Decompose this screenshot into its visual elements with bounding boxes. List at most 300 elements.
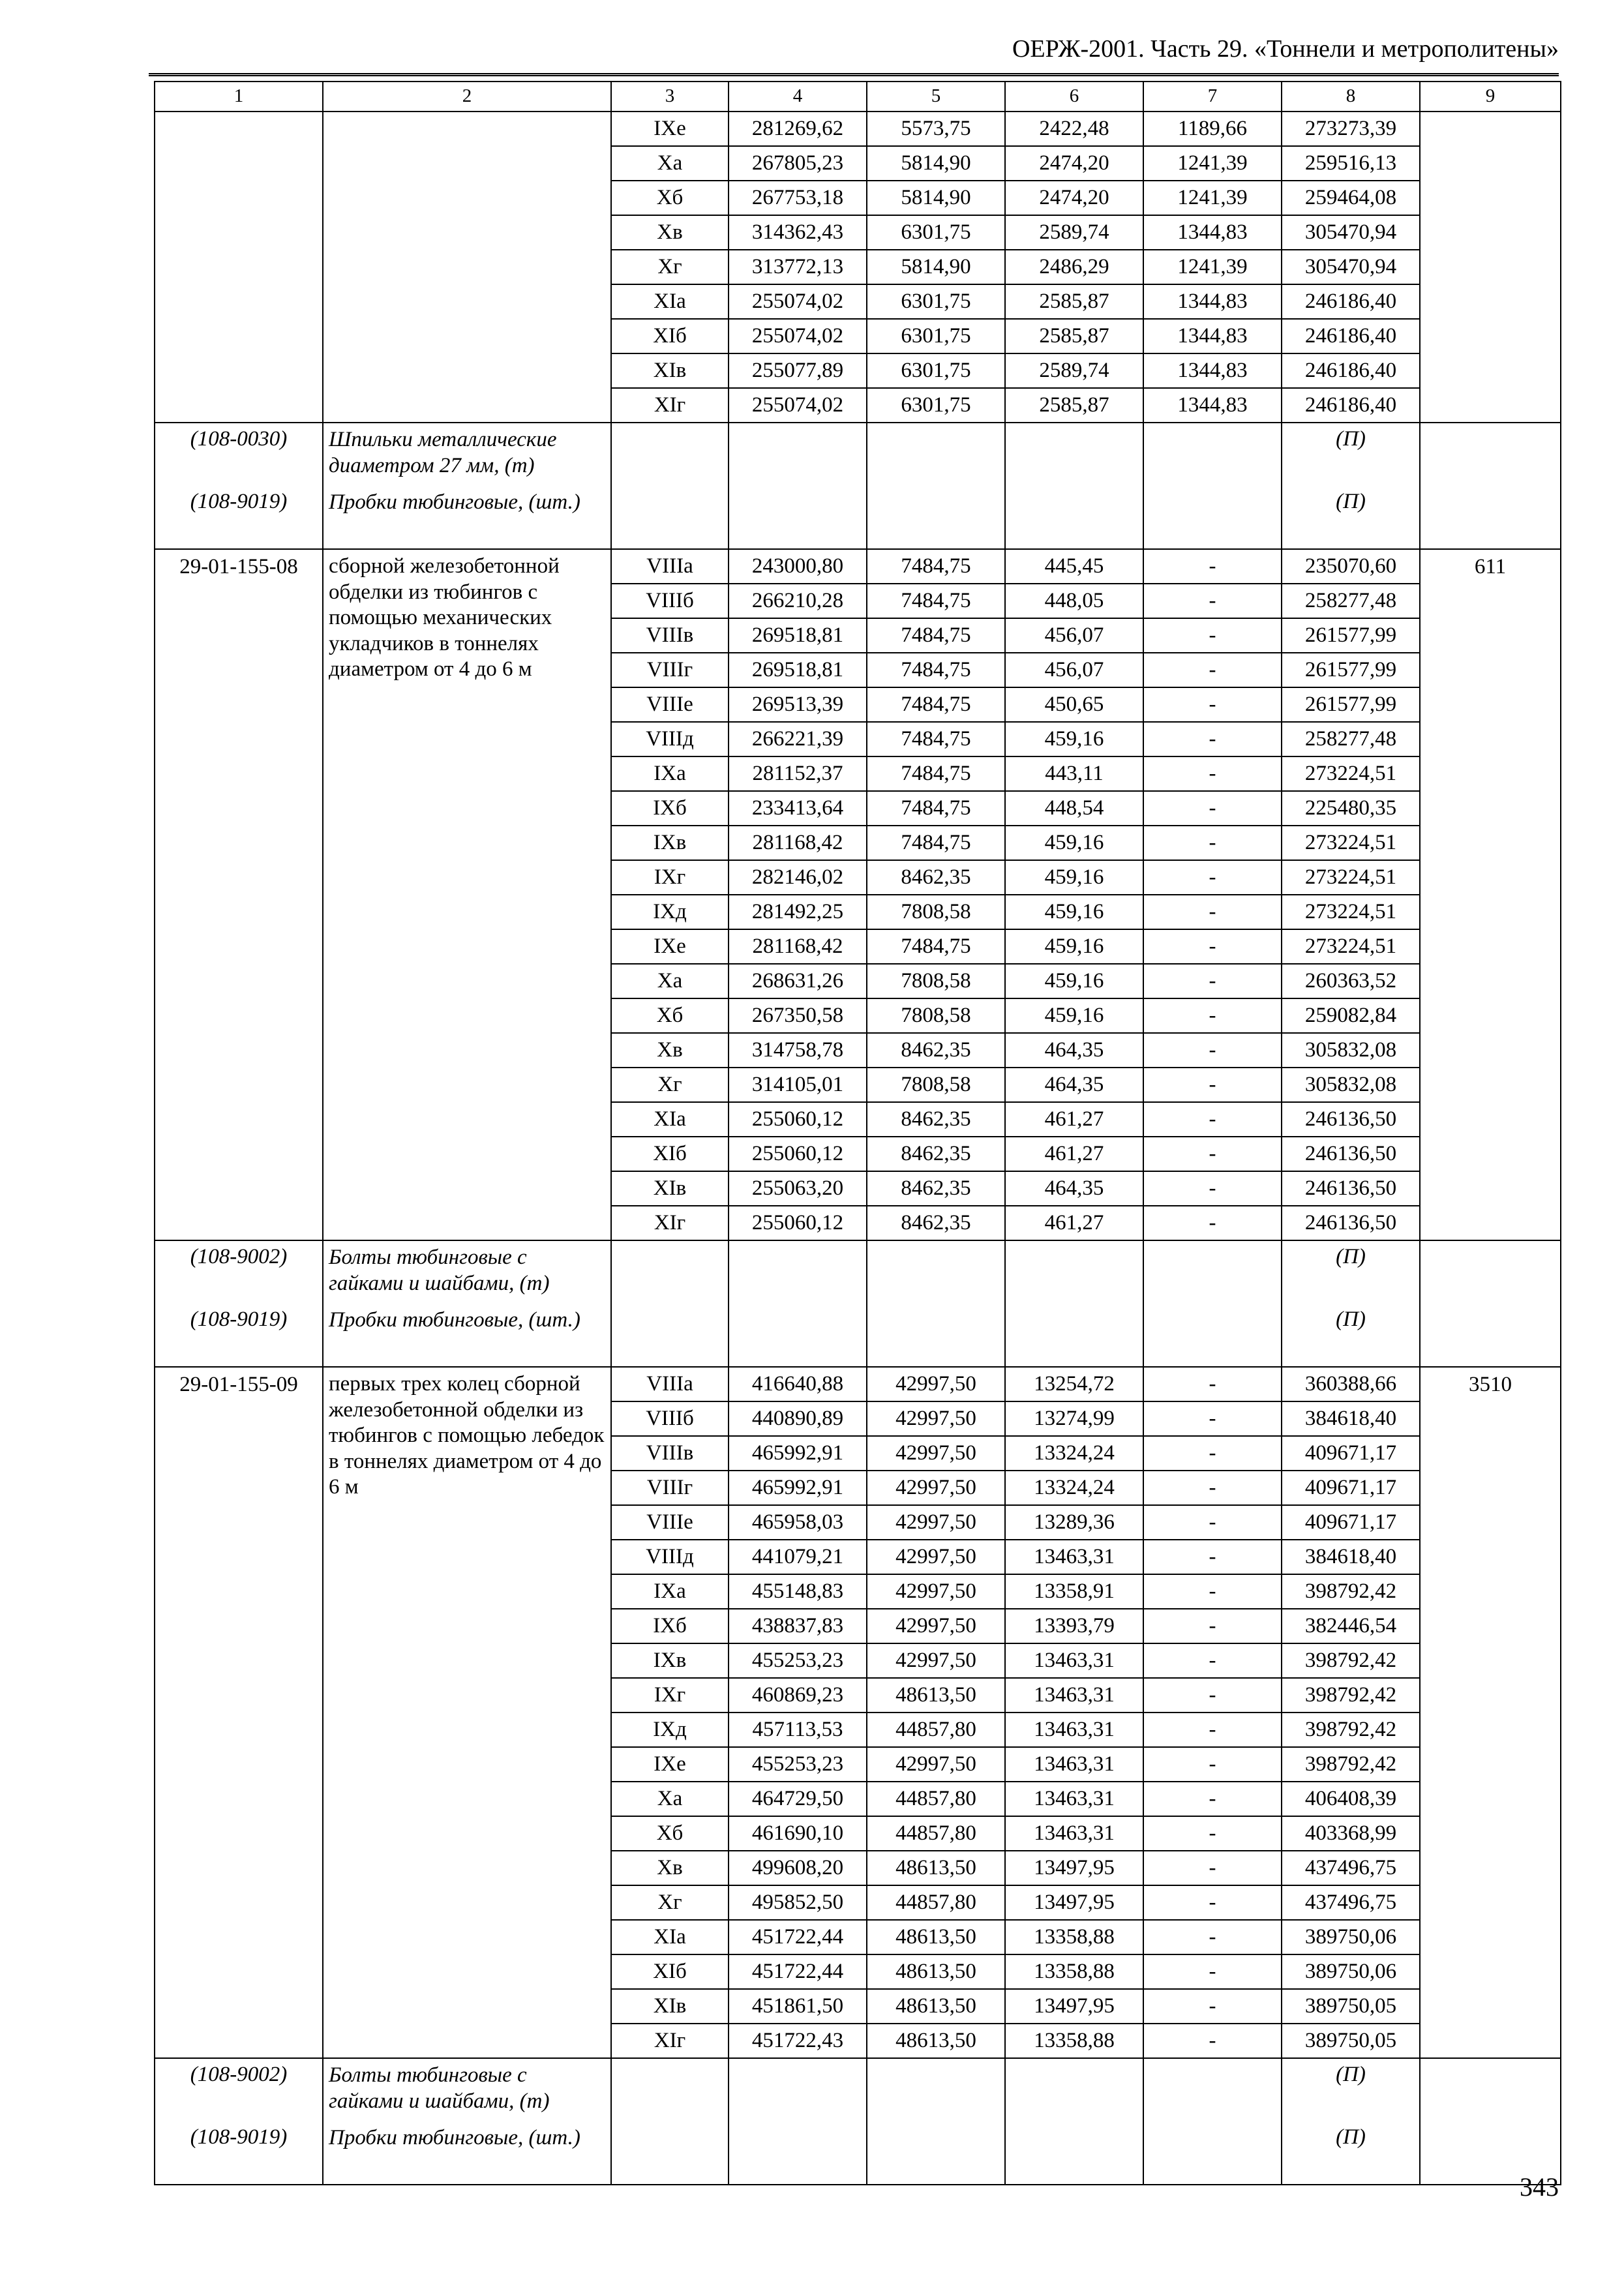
- wages-cell: 42997,50: [867, 1574, 1005, 1609]
- total-cost-cell: 255060,12: [729, 1137, 867, 1171]
- materials-cell: 259082,84: [1282, 998, 1420, 1033]
- zone-cell: IXб: [611, 1609, 729, 1643]
- wages-cell: 5573,75: [867, 112, 1005, 146]
- wages-cell: 7808,58: [867, 1068, 1005, 1102]
- zone-cell: XIб: [611, 319, 729, 353]
- machinist-wages-cell: -: [1143, 1068, 1282, 1102]
- materials-cell: 259464,08: [1282, 181, 1420, 215]
- machinist-wages-cell: -: [1143, 826, 1282, 860]
- machinist-wages-cell: -: [1143, 1851, 1282, 1885]
- machinist-wages-cell: -: [1143, 1885, 1282, 1920]
- total-cost-cell: 313772,13: [729, 250, 867, 284]
- zone-cell: IXв: [611, 826, 729, 860]
- resource-row: [155, 2121, 1561, 2185]
- materials-cell: 261577,99: [1282, 653, 1420, 687]
- wages-cell: 8462,35: [867, 1206, 1005, 1240]
- total-cost-cell: 460869,23: [729, 1678, 867, 1713]
- machinist-wages-cell: -: [1143, 1033, 1282, 1068]
- wages-cell: 42997,50: [867, 1505, 1005, 1540]
- labor-cost-cell: 3510: [1420, 1367, 1561, 2058]
- materials-cell: 261577,99: [1282, 618, 1420, 653]
- machinist-wages-cell: 1189,66: [1143, 112, 1282, 146]
- resource-value: (П): [1282, 2121, 1420, 2185]
- machine-cost-cell: 2585,87: [1005, 388, 1143, 423]
- resource-name: Пробки тюбинговые, (шт.): [323, 486, 611, 549]
- zone-cell: IXа: [611, 1574, 729, 1609]
- wages-cell: 6301,75: [867, 215, 1005, 250]
- machinist-wages-cell: -: [1143, 1436, 1282, 1471]
- wages-cell: 42997,50: [867, 1540, 1005, 1574]
- total-cost-cell: 451861,50: [729, 1989, 867, 2024]
- wages-cell: 42997,50: [867, 1436, 1005, 1471]
- wages-cell: 5814,90: [867, 250, 1005, 284]
- total-cost-cell: 255060,12: [729, 1206, 867, 1240]
- total-cost-cell: 314758,78: [729, 1033, 867, 1068]
- resource-code: (108-9019): [155, 486, 323, 549]
- machine-cost-cell: 456,07: [1005, 618, 1143, 653]
- materials-cell: 389750,06: [1282, 1920, 1420, 1954]
- column-number: 8: [1282, 82, 1420, 112]
- empty-cell: [1005, 1240, 1143, 1304]
- wages-cell: 7484,75: [867, 791, 1005, 826]
- materials-cell: 258277,48: [1282, 722, 1420, 756]
- resource-row: [155, 2058, 1561, 2121]
- materials-cell: 246186,40: [1282, 353, 1420, 388]
- empty-cell: [1420, 1240, 1561, 1304]
- wages-cell: 42997,50: [867, 1471, 1005, 1505]
- zone-cell: XIг: [611, 2024, 729, 2058]
- machinist-wages-cell: -: [1143, 1609, 1282, 1643]
- zone-cell: XIв: [611, 1989, 729, 2024]
- machine-cost-cell: 2585,87: [1005, 284, 1143, 319]
- zone-cell: Xв: [611, 1033, 729, 1068]
- wages-cell: 7484,75: [867, 618, 1005, 653]
- rate-code-cell: 29-01-155-09: [155, 1367, 323, 2058]
- empty-cell: [729, 2058, 867, 2121]
- wages-cell: 42997,50: [867, 1401, 1005, 1436]
- total-cost-cell: 461690,10: [729, 1816, 867, 1851]
- table-row: [155, 549, 1561, 584]
- machine-cost-cell: 464,35: [1005, 1033, 1143, 1068]
- machinist-wages-cell: -: [1143, 1102, 1282, 1137]
- rate-name-cell: сборной железобетонной обделки из тюбингов с помощью механических укладчиков в тоннелях диаметром от 4 до 6 м: [323, 549, 611, 1240]
- machinist-wages-cell: 1344,83: [1143, 353, 1282, 388]
- zone-cell: VIIIе: [611, 1505, 729, 1540]
- total-cost-cell: 255074,02: [729, 388, 867, 423]
- zone-cell: XIа: [611, 1920, 729, 1954]
- zone-cell: IXб: [611, 791, 729, 826]
- price-table: [154, 81, 1561, 2185]
- empty-cell: [1005, 486, 1143, 549]
- resource-row: [155, 1240, 1561, 1304]
- wages-cell: 7484,75: [867, 756, 1005, 791]
- rate-name-cell: [323, 112, 611, 423]
- machine-cost-cell: 13497,95: [1005, 1989, 1143, 2024]
- zone-cell: VIIIг: [611, 1471, 729, 1505]
- machinist-wages-cell: 1344,83: [1143, 215, 1282, 250]
- table-row: [155, 1367, 1561, 1401]
- wages-cell: 48613,50: [867, 2024, 1005, 2058]
- total-cost-cell: 282146,02: [729, 860, 867, 895]
- wages-cell: 44857,80: [867, 1782, 1005, 1816]
- total-cost-cell: 269513,39: [729, 687, 867, 722]
- wages-cell: 44857,80: [867, 1816, 1005, 1851]
- materials-cell: 409671,17: [1282, 1505, 1420, 1540]
- machine-cost-cell: 13324,24: [1005, 1471, 1143, 1505]
- wages-cell: 42997,50: [867, 1643, 1005, 1678]
- materials-cell: 384618,40: [1282, 1401, 1420, 1436]
- wages-cell: 48613,50: [867, 1954, 1005, 1989]
- zone-cell: IXе: [611, 929, 729, 964]
- wages-cell: 6301,75: [867, 388, 1005, 423]
- machine-cost-cell: 2474,20: [1005, 181, 1143, 215]
- resource-code: (108-9002): [155, 2058, 323, 2121]
- page-header: ОЕРЖ-2001. Часть 29. «Тоннели и метрополитены»: [1012, 35, 1559, 63]
- resource-code: (108-9002): [155, 1240, 323, 1304]
- total-cost-cell: 440890,89: [729, 1401, 867, 1436]
- empty-cell: [867, 1240, 1005, 1304]
- machine-cost-cell: 459,16: [1005, 826, 1143, 860]
- empty-cell: [1005, 2058, 1143, 2121]
- empty-cell: [867, 423, 1005, 486]
- empty-cell: [1143, 1304, 1282, 1367]
- wages-cell: 8462,35: [867, 1137, 1005, 1171]
- table-row: [155, 112, 1561, 146]
- total-cost-cell: 416640,88: [729, 1367, 867, 1401]
- machine-cost-cell: 13463,31: [1005, 1782, 1143, 1816]
- zone-cell: XIг: [611, 1206, 729, 1240]
- wages-cell: 48613,50: [867, 1851, 1005, 1885]
- materials-cell: 398792,42: [1282, 1713, 1420, 1747]
- zone-cell: Xб: [611, 1816, 729, 1851]
- materials-cell: 246186,40: [1282, 284, 1420, 319]
- total-cost-cell: 266210,28: [729, 584, 867, 618]
- wages-cell: 44857,80: [867, 1885, 1005, 1920]
- materials-cell: 389750,05: [1282, 1989, 1420, 2024]
- machine-cost-cell: 459,16: [1005, 964, 1143, 998]
- materials-cell: 261577,99: [1282, 687, 1420, 722]
- machinist-wages-cell: -: [1143, 722, 1282, 756]
- wages-cell: 5814,90: [867, 146, 1005, 181]
- total-cost-cell: 255074,02: [729, 319, 867, 353]
- zone-cell: Xб: [611, 998, 729, 1033]
- wages-cell: 7484,75: [867, 826, 1005, 860]
- machine-cost-cell: 13463,31: [1005, 1747, 1143, 1782]
- machine-cost-cell: 2589,74: [1005, 353, 1143, 388]
- materials-cell: 258277,48: [1282, 584, 1420, 618]
- machinist-wages-cell: -: [1143, 1713, 1282, 1747]
- resource-name: Пробки тюбинговые, (шт.): [323, 1304, 611, 1367]
- materials-cell: 246186,40: [1282, 319, 1420, 353]
- labor-cost-cell: [1420, 112, 1561, 423]
- zone-cell: XIа: [611, 1102, 729, 1137]
- machinist-wages-cell: -: [1143, 549, 1282, 584]
- wages-cell: 7484,75: [867, 584, 1005, 618]
- machine-cost-cell: 459,16: [1005, 895, 1143, 929]
- column-number: 2: [323, 82, 611, 112]
- zone-cell: VIIIа: [611, 1367, 729, 1401]
- machine-cost-cell: 13289,36: [1005, 1505, 1143, 1540]
- materials-cell: 273224,51: [1282, 826, 1420, 860]
- total-cost-cell: 465992,91: [729, 1471, 867, 1505]
- machinist-wages-cell: -: [1143, 1782, 1282, 1816]
- total-cost-cell: 268631,26: [729, 964, 867, 998]
- wages-cell: 42997,50: [867, 1747, 1005, 1782]
- wages-cell: 8462,35: [867, 1033, 1005, 1068]
- machinist-wages-cell: -: [1143, 860, 1282, 895]
- zone-cell: Xг: [611, 1885, 729, 1920]
- column-number-row: [155, 82, 1561, 112]
- empty-cell: [1143, 2121, 1282, 2185]
- total-cost-cell: 255074,02: [729, 284, 867, 319]
- materials-cell: 246136,50: [1282, 1137, 1420, 1171]
- empty-cell: [1420, 1304, 1561, 1367]
- total-cost-cell: 457113,53: [729, 1713, 867, 1747]
- machine-cost-cell: 13463,31: [1005, 1678, 1143, 1713]
- empty-cell: [1420, 2058, 1561, 2121]
- materials-cell: 437496,75: [1282, 1885, 1420, 1920]
- materials-cell: 273224,51: [1282, 756, 1420, 791]
- machine-cost-cell: 2486,29: [1005, 250, 1143, 284]
- materials-cell: 384618,40: [1282, 1540, 1420, 1574]
- materials-cell: 389750,06: [1282, 1954, 1420, 1989]
- total-cost-cell: 314105,01: [729, 1068, 867, 1102]
- total-cost-cell: 233413,64: [729, 791, 867, 826]
- materials-cell: 273224,51: [1282, 860, 1420, 895]
- empty-cell: [611, 423, 729, 486]
- empty-cell: [611, 1304, 729, 1367]
- machine-cost-cell: 448,05: [1005, 584, 1143, 618]
- zone-cell: XIг: [611, 388, 729, 423]
- machinist-wages-cell: -: [1143, 1816, 1282, 1851]
- empty-cell: [1005, 2121, 1143, 2185]
- machinist-wages-cell: 1344,83: [1143, 319, 1282, 353]
- column-number: 7: [1143, 82, 1282, 112]
- machinist-wages-cell: -: [1143, 1471, 1282, 1505]
- zone-cell: XIв: [611, 1171, 729, 1206]
- empty-cell: [867, 2121, 1005, 2185]
- zone-cell: IXв: [611, 1643, 729, 1678]
- machine-cost-cell: 459,16: [1005, 998, 1143, 1033]
- total-cost-cell: 243000,80: [729, 549, 867, 584]
- machine-cost-cell: 13463,31: [1005, 1816, 1143, 1851]
- resource-code: (108-0030): [155, 423, 323, 486]
- labor-cost-cell: 611: [1420, 549, 1561, 1240]
- total-cost-cell: 269518,81: [729, 618, 867, 653]
- materials-cell: 409671,17: [1282, 1436, 1420, 1471]
- machinist-wages-cell: -: [1143, 1401, 1282, 1436]
- total-cost-cell: 464729,50: [729, 1782, 867, 1816]
- empty-cell: [611, 2058, 729, 2121]
- materials-cell: 398792,42: [1282, 1643, 1420, 1678]
- materials-cell: 398792,42: [1282, 1678, 1420, 1713]
- total-cost-cell: 465958,03: [729, 1505, 867, 1540]
- machinist-wages-cell: -: [1143, 791, 1282, 826]
- materials-cell: 246136,50: [1282, 1102, 1420, 1137]
- materials-cell: 398792,42: [1282, 1747, 1420, 1782]
- machine-cost-cell: 13463,31: [1005, 1643, 1143, 1678]
- machine-cost-cell: 459,16: [1005, 929, 1143, 964]
- resource-name: Болты тюбинговые с гайками и шайбами, (т): [323, 1240, 611, 1304]
- zone-cell: IXг: [611, 1678, 729, 1713]
- materials-cell: 305832,08: [1282, 1068, 1420, 1102]
- wages-cell: 6301,75: [867, 284, 1005, 319]
- wages-cell: 48613,50: [867, 1989, 1005, 2024]
- header-rule: [149, 73, 1559, 76]
- zone-cell: IXе: [611, 1747, 729, 1782]
- empty-cell: [729, 1240, 867, 1304]
- materials-cell: 409671,17: [1282, 1471, 1420, 1505]
- zone-cell: VIIIб: [611, 584, 729, 618]
- resource-row: [155, 1304, 1561, 1367]
- machinist-wages-cell: 1241,39: [1143, 250, 1282, 284]
- wages-cell: 7808,58: [867, 964, 1005, 998]
- machine-cost-cell: 13463,31: [1005, 1540, 1143, 1574]
- resource-code: (108-9019): [155, 1304, 323, 1367]
- machinist-wages-cell: 1344,83: [1143, 284, 1282, 319]
- materials-cell: 273224,51: [1282, 929, 1420, 964]
- wages-cell: 8462,35: [867, 1171, 1005, 1206]
- materials-cell: 406408,39: [1282, 1782, 1420, 1816]
- wages-cell: 48613,50: [867, 1678, 1005, 1713]
- empty-cell: [729, 1304, 867, 1367]
- zone-cell: VIIIб: [611, 1401, 729, 1436]
- resource-name: Пробки тюбинговые, (шт.): [323, 2121, 611, 2185]
- wages-cell: 7808,58: [867, 895, 1005, 929]
- zone-cell: Xг: [611, 250, 729, 284]
- machine-cost-cell: 2585,87: [1005, 319, 1143, 353]
- materials-cell: 389750,05: [1282, 2024, 1420, 2058]
- materials-cell: 225480,35: [1282, 791, 1420, 826]
- machinist-wages-cell: -: [1143, 964, 1282, 998]
- machine-cost-cell: 13274,99: [1005, 1401, 1143, 1436]
- wages-cell: 42997,50: [867, 1609, 1005, 1643]
- machinist-wages-cell: -: [1143, 618, 1282, 653]
- resource-value: (П): [1282, 2058, 1420, 2121]
- materials-cell: 305470,94: [1282, 215, 1420, 250]
- machinist-wages-cell: -: [1143, 1367, 1282, 1401]
- materials-cell: 260363,52: [1282, 964, 1420, 998]
- machine-cost-cell: 13358,88: [1005, 1920, 1143, 1954]
- machine-cost-cell: 13324,24: [1005, 1436, 1143, 1471]
- rate-name-cell: первых трех колец сборной железобетонной обделки из тюбингов с помощью лебедок в тоннелях диаметром от 4 до 6 м: [323, 1367, 611, 2058]
- total-cost-cell: 267753,18: [729, 181, 867, 215]
- machine-cost-cell: 445,45: [1005, 549, 1143, 584]
- machinist-wages-cell: -: [1143, 895, 1282, 929]
- empty-cell: [611, 2121, 729, 2185]
- machinist-wages-cell: 1241,39: [1143, 146, 1282, 181]
- materials-cell: 273273,39: [1282, 112, 1420, 146]
- zone-cell: VIIIд: [611, 722, 729, 756]
- total-cost-cell: 438837,83: [729, 1609, 867, 1643]
- wages-cell: 7484,75: [867, 653, 1005, 687]
- resource-value: (П): [1282, 423, 1420, 486]
- machine-cost-cell: 461,27: [1005, 1137, 1143, 1171]
- total-cost-cell: 266221,39: [729, 722, 867, 756]
- machinist-wages-cell: -: [1143, 756, 1282, 791]
- machine-cost-cell: 448,54: [1005, 791, 1143, 826]
- empty-cell: [867, 2058, 1005, 2121]
- machine-cost-cell: 459,16: [1005, 860, 1143, 895]
- wages-cell: 7484,75: [867, 549, 1005, 584]
- total-cost-cell: 269518,81: [729, 653, 867, 687]
- empty-cell: [729, 486, 867, 549]
- materials-cell: 235070,60: [1282, 549, 1420, 584]
- resource-name: Болты тюбинговые с гайками и шайбами, (т): [323, 2058, 611, 2121]
- zone-cell: VIIIе: [611, 687, 729, 722]
- total-cost-cell: 441079,21: [729, 1540, 867, 1574]
- total-cost-cell: 267805,23: [729, 146, 867, 181]
- machine-cost-cell: 461,27: [1005, 1206, 1143, 1240]
- wages-cell: 7484,75: [867, 929, 1005, 964]
- machine-cost-cell: 13358,88: [1005, 1954, 1143, 1989]
- rate-code-cell: [155, 112, 323, 423]
- machinist-wages-cell: -: [1143, 687, 1282, 722]
- wages-cell: 48613,50: [867, 1920, 1005, 1954]
- table-body: [155, 82, 1561, 2185]
- machine-cost-cell: 13497,95: [1005, 1851, 1143, 1885]
- wages-cell: 44857,80: [867, 1713, 1005, 1747]
- machine-cost-cell: 450,65: [1005, 687, 1143, 722]
- total-cost-cell: 455253,23: [729, 1643, 867, 1678]
- resource-value: (П): [1282, 486, 1420, 549]
- machinist-wages-cell: 1241,39: [1143, 181, 1282, 215]
- empty-cell: [867, 1304, 1005, 1367]
- zone-cell: VIIIв: [611, 618, 729, 653]
- total-cost-cell: 451722,44: [729, 1954, 867, 1989]
- total-cost-cell: 499608,20: [729, 1851, 867, 1885]
- wages-cell: 6301,75: [867, 319, 1005, 353]
- zone-cell: VIIIв: [611, 1436, 729, 1471]
- empty-cell: [611, 486, 729, 549]
- machine-cost-cell: 13463,31: [1005, 1713, 1143, 1747]
- total-cost-cell: 281152,37: [729, 756, 867, 791]
- resource-name: Шпильки металлические диаметром 27 мм, (т): [323, 423, 611, 486]
- machine-cost-cell: 13497,95: [1005, 1885, 1143, 1920]
- machine-cost-cell: 2422,48: [1005, 112, 1143, 146]
- machinist-wages-cell: -: [1143, 653, 1282, 687]
- zone-cell: VIIIг: [611, 653, 729, 687]
- machine-cost-cell: 2589,74: [1005, 215, 1143, 250]
- zone-cell: XIб: [611, 1954, 729, 1989]
- column-number: 6: [1005, 82, 1143, 112]
- empty-cell: [1005, 423, 1143, 486]
- column-number: 9: [1420, 82, 1561, 112]
- column-number: 4: [729, 82, 867, 112]
- machinist-wages-cell: -: [1143, 1643, 1282, 1678]
- zone-cell: IXа: [611, 756, 729, 791]
- materials-cell: 382446,54: [1282, 1609, 1420, 1643]
- machinist-wages-cell: -: [1143, 1954, 1282, 1989]
- materials-cell: 305470,94: [1282, 250, 1420, 284]
- materials-cell: 360388,66: [1282, 1367, 1420, 1401]
- empty-cell: [729, 423, 867, 486]
- machine-cost-cell: 461,27: [1005, 1102, 1143, 1137]
- zone-cell: XIб: [611, 1137, 729, 1171]
- machine-cost-cell: 459,16: [1005, 722, 1143, 756]
- machinist-wages-cell: -: [1143, 1574, 1282, 1609]
- total-cost-cell: 255063,20: [729, 1171, 867, 1206]
- machinist-wages-cell: -: [1143, 1505, 1282, 1540]
- machinist-wages-cell: -: [1143, 929, 1282, 964]
- materials-cell: 246186,40: [1282, 388, 1420, 423]
- machine-cost-cell: 456,07: [1005, 653, 1143, 687]
- total-cost-cell: 495852,50: [729, 1885, 867, 1920]
- zone-cell: XIв: [611, 353, 729, 388]
- empty-cell: [1143, 423, 1282, 486]
- zone-cell: Xв: [611, 1851, 729, 1885]
- materials-cell: 246136,50: [1282, 1206, 1420, 1240]
